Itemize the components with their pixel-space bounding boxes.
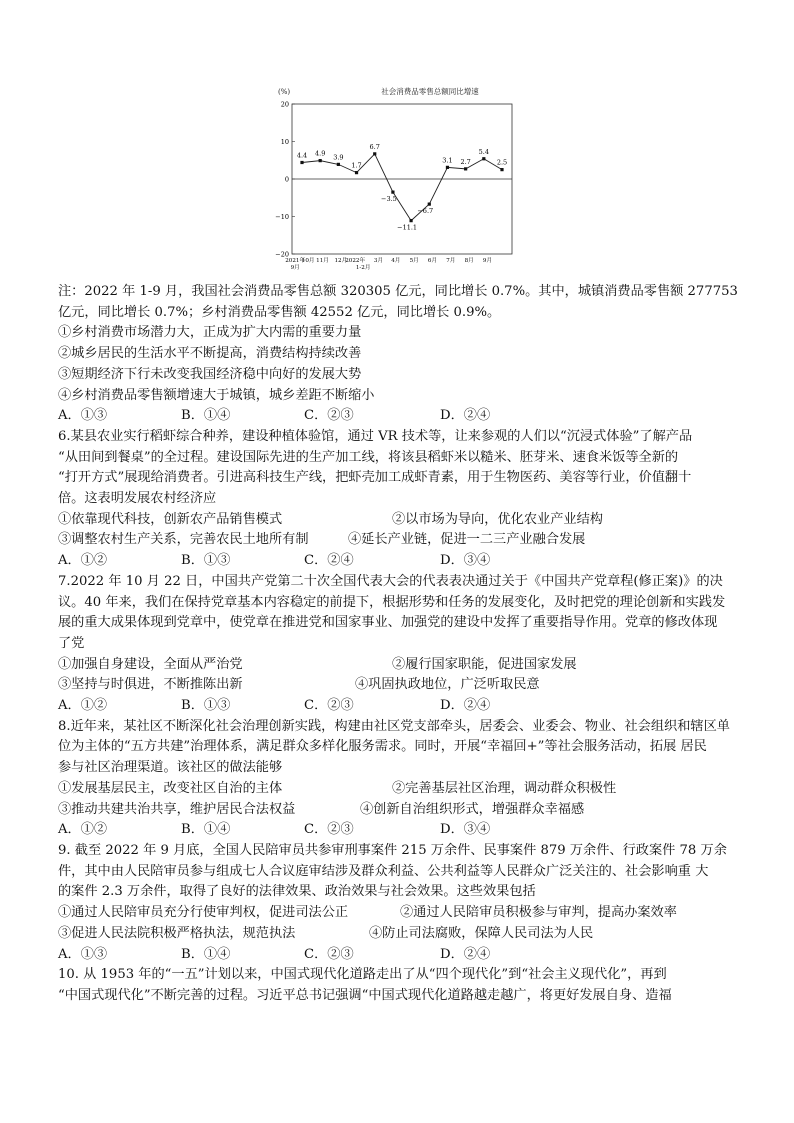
q5-option-b[interactable]: B．①④ [181,408,231,424]
data-point [446,166,449,169]
q8-line-2: 位为主体的“五方共建”治理体系，满足群众多样化服务需求。同时，开展“幸福回+”等社会服务活动，拓展 居民 [58,739,707,755]
q9-option-c[interactable]: C．②③ [304,946,354,962]
y-tick-label: −20 [275,250,289,259]
data-value-label: −6.7 [417,207,434,216]
chart-ylabel: (%) [278,88,291,96]
q8-items-row-2 [58,800,748,821]
data-point [300,161,303,164]
value-labels [297,143,507,232]
q6-line-1: 6.某县农业实行稻虾综合种养，建设种植体验馆，通过 VR 技术等，让来参观的人们以“沉浸式体验”了解产品 [58,428,693,444]
q9-option-d[interactable]: D．②④ [440,946,491,962]
x-tick-label: 5月 [409,258,419,264]
y-tick-label: 20 [280,100,289,109]
q9-line-1: 9. 截至 2022 年 9 月底，全国人民陪审员共参审刑事案件 215 万余件、民事案件 879 万余件、行政案件 78 万余 [58,842,727,858]
q7-line-2: 议。40 年来，我们在保持党章基本内容稳定的前提下，根据形势和任务的发展变化，及时把党的理论创新和实践发 [58,594,726,610]
data-value-label: 3.1 [442,156,453,165]
data-point [428,203,431,206]
q9-item-2: ②通过人民陪审员积极参与审判，提高办案效率 [400,905,677,921]
q5-item-1: ①乡村消费市场潜力大，正成为扩大内需的重要力量 [58,325,362,341]
q5-item-4: ④乡村消费品零售额增速大于城镇，城乡差距不断缩小 [58,387,375,403]
q8-option-d[interactable]: D．③④ [440,822,491,838]
y-tick-label: −10 [275,213,289,221]
q7-item-2: ②履行国家职能，促进国家发展 [392,656,577,672]
retail-growth-chart [270,82,530,272]
q7-line-1: 7.2022 年 10 月 22 日，中国共产党第二十次全国代表大会的代表表决通过关于《中国共产党章程(修正案)》的决 [58,573,723,589]
x-tick-label: 6月 [427,258,438,264]
q9-line-3: 的案件 2.3 万余件，取得了良好的法律效果、政治效果与社会效果。这些效果包括 [58,884,536,900]
q6-line-4: 倍。这表明发展农村经济应 [58,491,217,507]
q7-option-c[interactable]: C．②③ [304,698,354,714]
q9-line-2: 件，其中由人民陪审员参与组成七人合议庭审结涉及群众利益、公共利益等人民群众广泛关注的、社会影响重 大 [58,863,709,879]
q9-items-row-1 [58,903,748,924]
data-point [482,157,485,160]
q8-option-c[interactable]: C．②③ [304,822,354,838]
data-value-label: 6.7 [369,142,380,151]
q8-option-a[interactable]: A．①② [58,822,108,838]
q8-option-b[interactable]: B．①④ [181,822,231,838]
data-point [355,171,358,174]
data-point [409,219,412,222]
x-axis-ticks [285,256,492,271]
chart-title: 社会消费品零售总额同比增速 [381,87,479,96]
q7-option-b[interactable]: B．①③ [181,698,231,714]
q9-items-row-2 [58,924,748,945]
data-value-label: −3.5 [381,195,397,204]
q6-line-2: “从田间到餐桌”的全过程。建设国际先进的生产加工线，将该县稻虾米以糙米、胚芽米、速食米饭等全新的 [58,449,679,465]
q8-item-3: ③推动共建共治共享，维护居民合法权益 [58,801,296,817]
data-value-label: 2.7 [460,157,471,166]
data-point [500,168,503,171]
q5-options [58,406,748,427]
data-point [337,163,340,166]
data-point [391,191,394,194]
q9-options [58,945,748,966]
note-line-2: 亿元，同比增长 0.7%；乡村消费品零售额 42552 亿元，同比增长 0.9%。 [58,304,501,320]
q6-items-row-2 [58,530,748,551]
x-tick-label: 8月 [464,258,474,264]
q9-item-1: ①通过人民陪审员充分行使审判权，促进司法公正 [58,905,349,921]
q8-line-3: 参与社区治理渠道。该社区的做法能够 [58,760,283,776]
series-line [302,154,502,221]
y-tick-label: 10 [280,138,289,146]
data-value-label: 4.4 [296,151,308,160]
q9-item-3: ③促进人民法院积极严格执法，规范执法 [58,925,296,941]
q6-items-row-1 [58,510,748,531]
data-value-label: 2.5 [496,158,508,167]
q6-option-c[interactable]: C．②④ [304,553,354,569]
note-line-1: 注：2022 年 1-9 月，我国社会消费品零售总额 320305 亿元，同比增长 0.7%。其中，城镇消费品零售额 277753 [58,284,738,299]
x-tick-label: 3月 [373,258,384,264]
x-tick-label: 2022年 [345,258,366,264]
q10-line-2: “中国式现代化”不断完善的过程。习近平总书记强调“中国式现代化道路越走越广，将更好发展自身、造福 [58,987,672,1003]
q7-items-row-1 [58,655,748,676]
x-tick-label: 2021年 [285,258,306,264]
q5-option-d[interactable]: D．②④ [440,408,491,424]
q7-option-d[interactable]: D．②④ [440,698,491,714]
x-tick-label: 12月 [334,258,348,264]
q6-option-b[interactable]: B．①③ [181,553,231,569]
q6-item-2: ②以市场为导向，优化农业产业结构 [392,511,603,527]
q7-items-row-2 [58,675,748,696]
q8-item-1: ①发展基层民主，改变社区自治的主体 [58,780,283,796]
q7-options [58,696,748,717]
data-value-label: 4.9 [315,149,326,158]
y-tick-label: 0 [284,175,289,184]
q6-item-1: ①依靠现代科技，创新农产品销售模式 [58,511,283,527]
x-tick-label: 7月 [446,258,456,264]
q8-options [58,820,748,841]
data-value-label: 5.4 [478,147,489,156]
q6-item-3: ③调整农村生产关系，完善农民土地所有制 [58,532,309,548]
q6-option-d[interactable]: D．③④ [440,553,491,569]
x-tick-label: 9月 [290,265,300,271]
x-tick-label: 10月 [301,258,315,264]
q8-item-4: ④创新自治组织形式，增强群众幸福感 [360,801,585,817]
x-tick-label: 4月 [391,258,401,264]
page-content [58,282,748,1007]
q7-option-a[interactable]: A．①② [58,698,108,714]
data-point [373,152,376,155]
q9-item-4: ④防止司法腐败，保障人民司法为人民 [369,925,594,941]
x-tick-label: 1-2月 [355,265,371,271]
q10-line-1: 10. 从 1953 年的“一五”计划以来，中国式现代化道路走出了从“四个现代化”到“社会主义现代化”，再到 [58,967,667,983]
q8-item-2: ②完善基层社区治理，调动群众积极性 [392,780,617,796]
q5-item-2: ②城乡居民的生活水平不断提高，消费结构持续改善 [58,346,362,362]
data-value-label: 3.9 [333,153,344,162]
q6-item-4: ④延长产业链，促进一二三产业融合发展 [348,532,586,548]
q5-item-3: ③短期经济下行未改变我国经济稳中向好的发展大势 [58,366,362,382]
q7-item-4: ④巩固执政地位，广泛听取民意 [355,677,540,693]
q6-options [58,551,748,572]
q8-items-row-1 [58,779,748,800]
data-point [464,167,467,170]
q7-item-3: ③坚持与时俱进，不断推陈出新 [58,677,243,693]
q7-line-4: 了党 [58,635,85,651]
q6-option-a[interactable]: A．①② [58,553,108,569]
x-tick-label: 11月 [316,258,329,264]
q6-line-3: “打开方式”展现给消费者。引进高科技生产线，把虾壳加工成虾青素，用于生物医药、美容等行业，价值翻十 [58,470,692,486]
q5-option-c[interactable]: C．②③ [304,408,354,424]
q9-option-b[interactable]: B．①④ [181,946,231,962]
q5-option-a[interactable]: A．①③ [58,408,108,424]
q7-item-1: ①加强自身建设，全面从严治党 [58,656,243,672]
q9-option-a[interactable]: A．①③ [58,946,108,962]
data-point [319,159,322,162]
x-tick-label: 9月 [482,258,493,264]
q8-line-1: 8.近年来，某社区不断深化社会治理创新实践，构建由社区党支部牵头，居委会、业委会、物业、社会组织和辖区单 [58,718,730,734]
data-value-label: −11.1 [397,223,418,232]
q7-line-3: 展的重大成果体现到党章中，使党章在推进党和国家事业、加强党的建设中发挥了重要指导作用。党章的修改体现 [58,615,718,631]
data-value-label: 1.7 [351,161,362,170]
